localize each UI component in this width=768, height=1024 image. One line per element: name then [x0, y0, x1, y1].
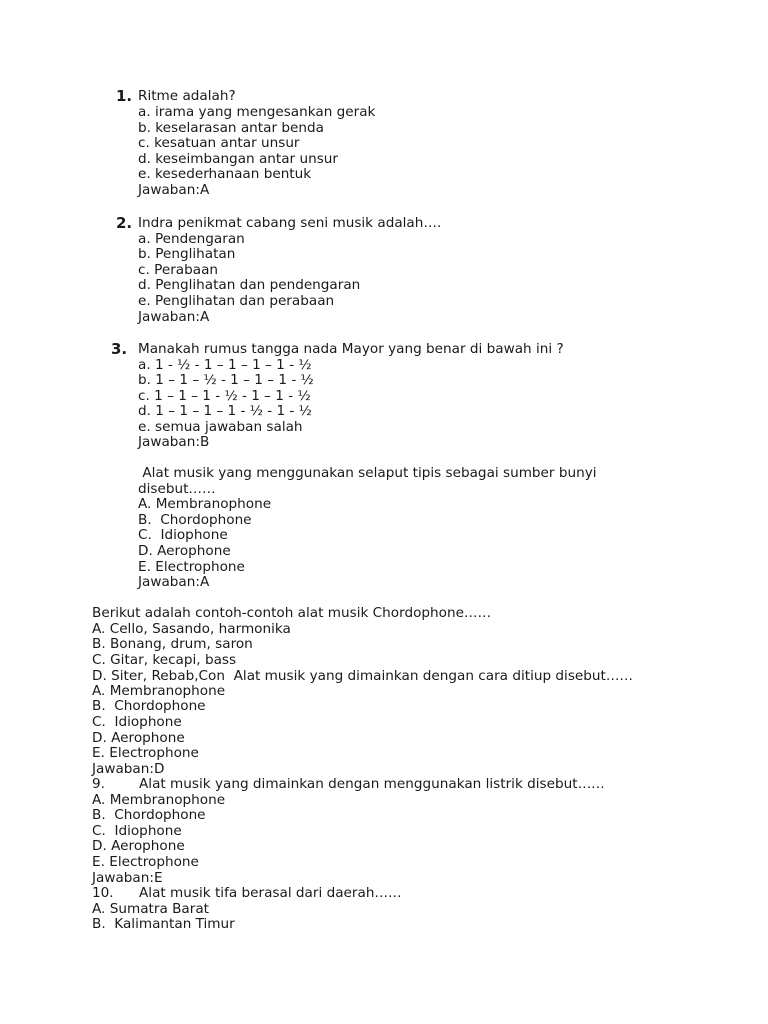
- option-d: d. Penglihatan dan pendengaran: [138, 277, 361, 293]
- question-text: Indra penikmat cabang seni musik adalah….: [138, 215, 442, 231]
- question-text: Alat musik tifa berasal dari daerah……: [139, 885, 402, 901]
- option-a: A. Sumatra Barat: [92, 901, 209, 917]
- option-c: c. Perabaan: [138, 262, 219, 278]
- option-b: b. Penglihatan: [138, 246, 236, 262]
- question-text: Berikut adalah contoh-contoh alat musik Chordophone……: [92, 605, 492, 621]
- option-c: c. kesatuan antar unsur: [138, 135, 300, 151]
- option-c: C. Idiophone: [92, 823, 182, 839]
- option-a: a. Pendengaran: [138, 231, 245, 247]
- option-c: c. 1 – 1 – 1 - ½ - 1 – 1 - ½: [138, 388, 311, 404]
- option-c: C. Gitar, kecapi, bass: [92, 652, 237, 668]
- option-d: d. keseimbangan antar unsur: [138, 151, 338, 167]
- option-a: A. Cello, Sasando, harmonika: [92, 621, 291, 637]
- answer: Jawaban:E: [92, 870, 163, 886]
- option-a: a. 1 - ½ - 1 – 1 – 1 – 1 - ½: [138, 357, 312, 373]
- option-b: B. Chordophone: [138, 512, 252, 528]
- option-b: B. Kalimantan Timur: [92, 916, 235, 932]
- question-text: Alat musik yang dimainkan dengan menggunakan listrik disebut……: [139, 776, 605, 792]
- question-number: 2.: [116, 214, 133, 232]
- option-b: B. Chordophone: [92, 807, 206, 823]
- question-text: Alat musik yang menggunakan selaput tipis sebagai sumber bunyi: [138, 465, 597, 481]
- option-d: D. Aerophone: [92, 838, 185, 854]
- option-d: D. Aerophone: [92, 730, 185, 746]
- question-number: 1.: [116, 87, 133, 105]
- option-b: b. keselarasan antar benda: [138, 120, 324, 136]
- option-b: B. Chordophone: [92, 698, 206, 714]
- option-e: E. Electrophone: [92, 745, 199, 761]
- option-d: d. 1 – 1 – 1 – 1 - ½ - 1 - ½: [138, 403, 312, 419]
- question-number: 9.: [92, 776, 105, 792]
- answer: Jawaban:D: [92, 761, 165, 777]
- option-d: D. Aerophone: [138, 543, 231, 559]
- question-text: Manakah rumus tangga nada Mayor yang benar di bawah ini ?: [138, 341, 564, 357]
- option-a: A. Membranophone: [138, 496, 272, 512]
- option-a: A. Membranophone: [92, 792, 226, 808]
- question-number: 10.: [92, 885, 114, 901]
- answer: Jawaban:A: [138, 182, 210, 198]
- option-a: a. irama yang mengesankan gerak: [138, 104, 376, 120]
- option-e: e. kesederhanaan bentuk: [138, 166, 312, 182]
- option-e: e. Penglihatan dan perabaan: [138, 293, 335, 309]
- answer: Jawaban:B: [138, 434, 210, 450]
- option-e: E. Electrophone: [92, 854, 199, 870]
- option-d: D. Siter, Rebab,Con Alat musik yang dimainkan dengan cara ditiup disebut……: [92, 668, 634, 684]
- answer: Jawaban:A: [138, 309, 210, 325]
- option-c: C. Idiophone: [138, 527, 228, 543]
- question-text: Ritme adalah?: [138, 88, 236, 104]
- option-a: A. Membranophone: [92, 683, 226, 699]
- question-number: 3.: [111, 340, 128, 358]
- option-c: C. Idiophone: [92, 714, 182, 730]
- question-text-continued: disebut……: [138, 481, 216, 497]
- answer: Jawaban:A: [138, 574, 210, 590]
- option-b: B. Bonang, drum, saron: [92, 636, 253, 652]
- option-b: b. 1 – 1 – ½ - 1 – 1 – 1 - ½: [138, 372, 314, 388]
- option-e: e. semua jawaban salah: [138, 419, 303, 435]
- option-e: E. Electrophone: [138, 559, 245, 575]
